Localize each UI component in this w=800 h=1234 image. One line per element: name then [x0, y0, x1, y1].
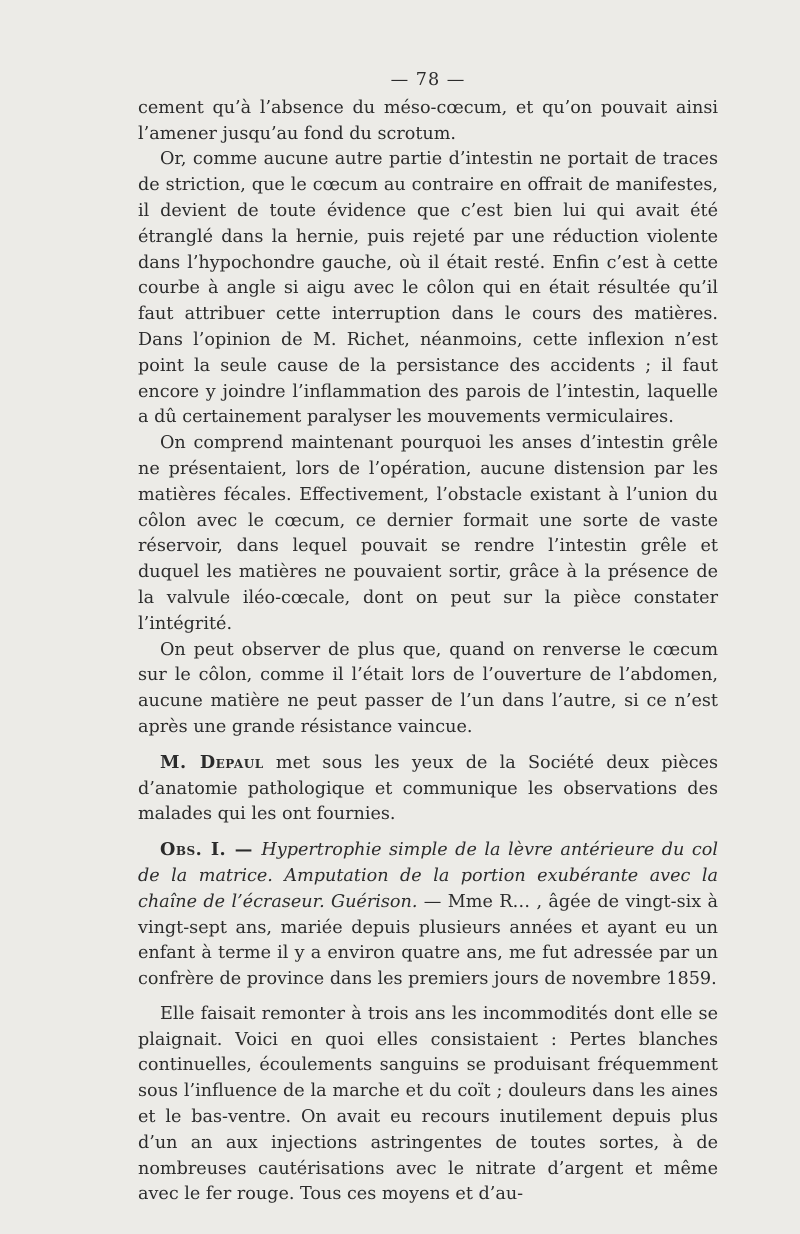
paragraph-6 — [138, 837, 718, 993]
speaker-name: M. Depaul — [160, 751, 264, 773]
paragraph-1: cement qu’à l’absence du méso-cœcum, et qu’on pouvait ainsi l’amener jusqu’au fond du scrotum. — [138, 97, 718, 144]
page-number: — 78 — — [390, 70, 466, 90]
paragraph-7: Elle faisait remonter à trois ans les incommodités dont elle se plaignait. Voici en quoi elles consistaient : Pertes blanches continuelles, écoulements sanguins se produisant fréquemment sous l’influence de la marche et du coït ; douleurs dans les aines et le bas-ventre. On avait eu recours inutilement depuis plus d’un an aux injections astringentes de toutes sortes, à de nombreuses cautérisations avec le nitrate d’argent et même avec le fer rouge. Tous ces moyens et d’au- — [138, 1003, 718, 1205]
paragraph-5 — [138, 750, 718, 828]
page-body — [138, 68, 718, 1208]
paragraph-6-text: — Mme R… , âgée de vingt-six à vingt-sept ans, mariée depuis plusieurs années et ayant eu un enfant à terme il y a environ quatre ans, me fut adressée par un confrère de province dans les premiers jours de novembre 1859. — [138, 891, 718, 990]
paragraph-2: Or, comme aucune autre partie d’intestin ne portait de traces de striction, que le cœcum au contraire en offrait de manifestes, il devient de toute évidence que c’est bien lui qui avait été étranglé dans la hernie, puis rejeté par une réduction violente dans l’hypochondre gauche, où il était resté. Enfin c’est à cette courbe à angle si aigu avec le côlon qui en était résultée qu’il faut attribuer cette interruption dans le cours des matières. Dans l’opinion de M. Richet, néanmoins, cette inflexion n’est point la seule cause de la persistance des accidents ; il faut encore y joindre l’inflammation des parois de l’intestin, laquelle a dû certainement paralyser les mouvements vermiculaires. — [138, 149, 718, 428]
paragraph-5-text: met sous les yeux de la Société deux pièces d’anatomie pathologique et communique les observations des malades qui les ont fournies. — [138, 752, 718, 825]
paragraph-3: On comprend maintenant pourquoi les anses d’intestin grêle ne présentaient, lors de l’opération, aucune distension par les matières fécales. Effectivement, l’obstacle existant à l’union du côlon avec le cœcum, ce dernier formait une sorte de vaste réservoir, dans lequel pouvait se rendre l’intestin grêle et duquel les matières ne pouvaient sortir, grâce à la présence de la valvule iléo-cœcale, dont on peut sur la pièce constater l’intégrité. — [138, 433, 718, 634]
observation-title: Hypertrophie simple de la lèvre antérieure du col de la matrice. Amputation de la portion exubérante avec la chaîne de l’écraseur. Guérison. — [138, 840, 718, 912]
observation-label: Obs. I. — — [160, 839, 262, 861]
paragraph-4: On peut observer de plus que, quand on renverse le cœcum sur le côlon, comme il l’était lors de l’ouverture de l’abdomen, aucune matière ne peut passer de l’un dans l’autre, si ce n’est après une grande résistance vaincue. — [138, 639, 718, 737]
